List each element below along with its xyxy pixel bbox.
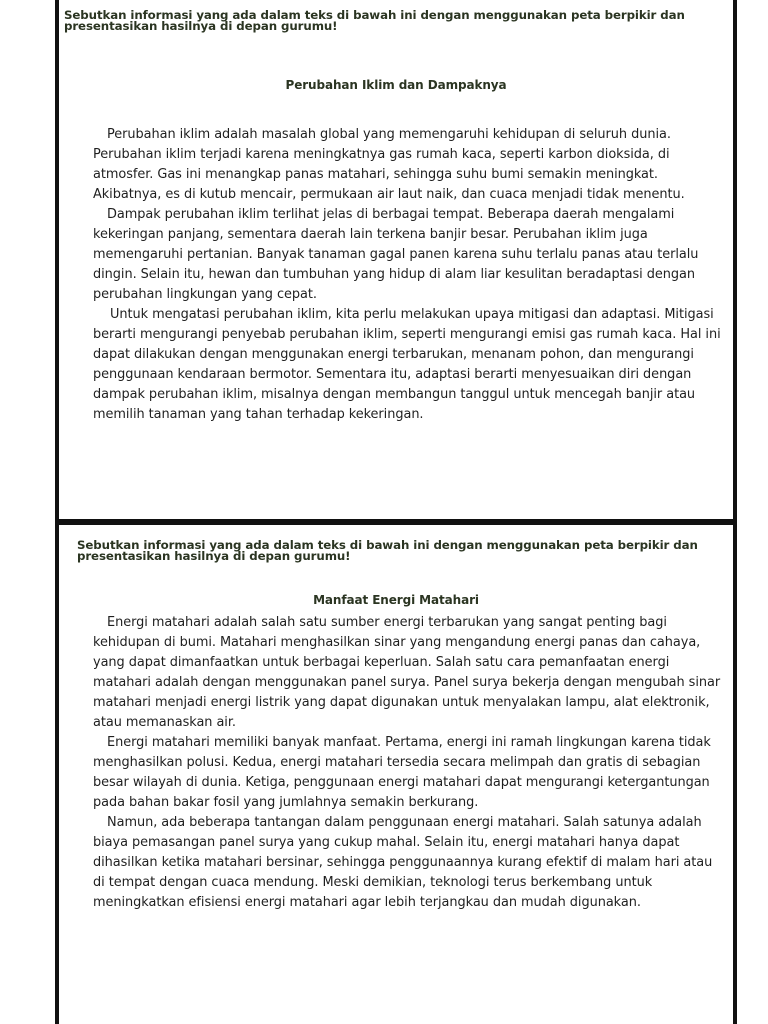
section-instruction: Sebutkan informasi yang ada dalam teks di bawah ini dengan menggunakan peta berpikir dan presentasikan hasilnya di depan gurumu! xyxy=(77,538,698,563)
section-title: Perubahan Iklim dan Dampaknya xyxy=(285,78,507,92)
page-border-right xyxy=(733,0,737,1024)
section-climate-change xyxy=(60,10,732,425)
section-title: Manfaat Energi Matahari xyxy=(313,593,479,607)
section-solar-energy xyxy=(60,540,732,913)
page-border-left xyxy=(55,0,59,1024)
body-paragraph: Namun, ada beberapa tantangan dalam penggunaan energi matahari. Salah satunya adalah biaya pemasangan panel surya yang cukup mahal. Selain itu, energi matahari hanya dapat dihasilkan ketika matahari bersinar, sehingga penggunaannya kurang efektif di malam hari atau di tempat dengan cuaca mendung. Meski demikian, teknologi terus berkembang untuk meningkatkan efisiensi energi matahari agar lebih terjangkau dan mudah digunakan. xyxy=(93,815,713,910)
section-instruction: Sebutkan informasi yang ada dalam teks di bawah ini dengan menggunakan peta berpikir dan presentasikan hasilnya di depan gurumu! xyxy=(64,8,685,33)
body-paragraph: Dampak perubahan iklim terlihat jelas di berbagai tempat. Beberapa daerah mengalami kekeringan panjang, sementara daerah lain terkena banjir besar. Perubahan iklim juga memengaruhi pertanian. Banyak tanaman gagal panen karena suhu terlalu panas atau terlalu dingin. Selain itu, hewan dan tumbuhan yang hidup di alam liar kesulitan beradaptasi dengan perubahan lingkungan yang cepat. xyxy=(93,207,699,302)
body-paragraph: Untuk mengatasi perubahan iklim, kita perlu melakukan upaya mitigasi dan adaptasi. Mitigasi berarti mengurangi penyebab perubahan iklim, seperti mengurangi emisi gas rumah kaca. Hal ini dapat dilakukan dengan menggunakan energi terbarukan, menanam pohon, dan mengurangi penggunaan kendaraan bermotor. Sementara itu, adaptasi berarti menyesuaikan diri dengan dampak perubahan iklim, misalnya dengan membangun tanggul untuk mencegah banjir atau memilih tanaman yang tahan terhadap kekeringan. xyxy=(93,307,721,422)
section-body xyxy=(60,125,732,425)
section-divider xyxy=(55,519,737,525)
body-paragraph: Perubahan iklim adalah masalah global yang memengaruhi kehidupan di seluruh dunia. Perubahan iklim terjadi karena meningkatnya gas rumah kaca, seperti karbon dioksida, di atmosfer. Gas ini menangkap panas matahari, sehingga suhu bumi semakin meningkat. Akibatnya, es di kutub mencair, permukaan air laut naik, dan cuaca menjadi tidak menentu. xyxy=(93,127,685,202)
section-body xyxy=(60,613,732,913)
body-paragraph: Energi matahari memiliki banyak manfaat. Pertama, energi ini ramah lingkungan karena tidak menghasilkan polusi. Kedua, energi matahari tersedia secara melimpah dan gratis di sebagian besar wilayah di dunia. Ketiga, penggunaan energi matahari dapat mengurangi ketergantungan pada bahan bakar fosil yang jumlahnya semakin berkurang. xyxy=(93,735,711,810)
body-paragraph: Energi matahari adalah salah satu sumber energi terbarukan yang sangat penting bagi kehidupan di bumi. Matahari menghasilkan sinar yang mengandung energi panas dan cahaya, yang dapat dimanfaatkan untuk berbagai keperluan. Salah satu cara pemanfaatan energi matahari adalah dengan menggunakan panel surya. Panel surya bekerja dengan mengubah sinar matahari menjadi energi listrik yang dapat digunakan untuk menyalakan lampu, alat elektronik, atau memanaskan air. xyxy=(93,615,721,730)
